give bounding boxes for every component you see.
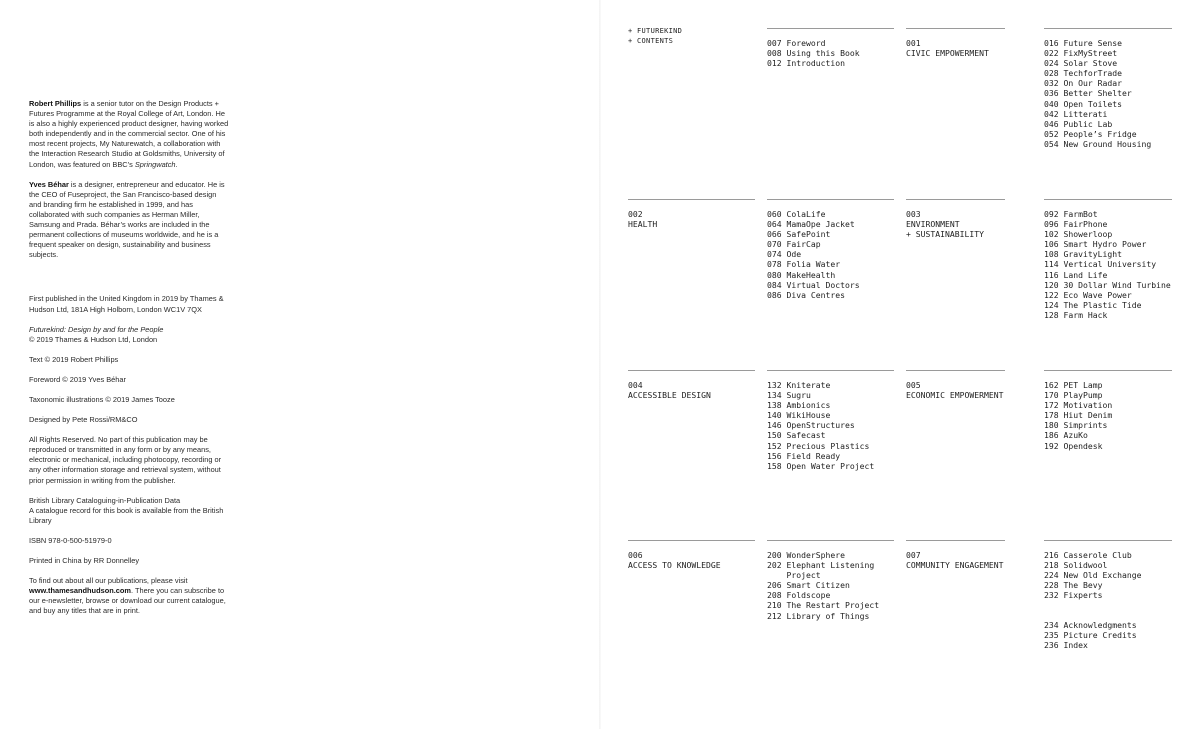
author-bio-behar xyxy=(29,180,229,261)
contents-entry: 236 Index xyxy=(1044,640,1088,651)
designed-by: Designed by Pete Rossi/RM&CO xyxy=(29,415,138,425)
section-entry-list xyxy=(1044,380,1172,451)
section-entries-003 xyxy=(1044,199,1172,320)
contents-entry: 232 Fixperts xyxy=(1044,590,1103,601)
contents-entry: 208 Foldscope xyxy=(767,590,831,601)
section-entry-list xyxy=(767,550,894,621)
contents-entry: 080 MakeHealth xyxy=(767,269,836,280)
publisher-url[interactable]: www.thamesandhudson.com xyxy=(29,586,131,596)
section-entries-005 xyxy=(1044,370,1172,451)
contents-entry: 156 Field Ready xyxy=(767,450,841,461)
section-title xyxy=(906,38,1005,58)
section-title-line: HEALTH xyxy=(628,219,658,230)
front-matter-block xyxy=(767,28,894,68)
contents-entry: 040 Open Toilets xyxy=(1044,98,1122,109)
contents-entry: 060 ColaLife xyxy=(767,209,826,219)
contents-header xyxy=(628,27,682,46)
contents-entry: 102 Showerloop xyxy=(1044,229,1113,240)
section-label-001 xyxy=(906,28,1005,58)
contents-entry: 228 The Bevy xyxy=(1044,580,1103,591)
contents-entry: 158 Open Water Project xyxy=(767,460,875,471)
section-label-002 xyxy=(628,199,755,229)
cip-heading: British Library Cataloguing-in-Publication Data xyxy=(29,495,181,505)
contents-entry: 138 Ambionics xyxy=(767,400,831,411)
first-published: First published in the United Kingdom in 2019 by Thames & Hudson Ltd, 181A High Holborn, London WC1V 7QX xyxy=(29,294,224,314)
section-title-line: ACCESSIBLE DESIGN xyxy=(628,390,711,401)
imprint-text xyxy=(29,99,229,616)
contents-entry: 140 WikiHouse xyxy=(767,410,831,421)
section-title xyxy=(628,209,755,229)
section-label-003 xyxy=(906,199,1005,239)
contents-entry: 235 Picture Credits xyxy=(1044,630,1137,641)
contents-entry: 150 Safecast xyxy=(767,430,826,441)
section-title-line: CIVIC EMPOWERMENT xyxy=(906,48,989,59)
contents-entry: 128 Farm Hack xyxy=(1044,309,1108,320)
contents-entry: Project xyxy=(767,570,821,581)
contents-entry: 152 Precious Plastics xyxy=(767,440,870,451)
contents-entry: 170 PlayPump xyxy=(1044,390,1103,401)
contents-entry: 096 FairPhone xyxy=(1044,219,1108,230)
author-name: Robert Phillips xyxy=(29,99,82,108)
section-entries-001 xyxy=(1044,28,1172,149)
section-number: 004 xyxy=(628,380,643,390)
section-entries-002 xyxy=(767,199,894,300)
section-entry-list xyxy=(1044,209,1172,320)
section-entries-004 xyxy=(767,370,894,471)
text-copyright: Text © 2019 Robert Phillips xyxy=(29,354,119,364)
section-entry-list xyxy=(767,380,894,471)
book-title xyxy=(29,325,229,335)
book-copyright: © 2019 Thames & Hudson Ltd, London xyxy=(29,334,158,344)
section-title xyxy=(628,550,755,570)
bio-show-title: Springwatch xyxy=(134,159,176,169)
contents-entry: 180 Simprints xyxy=(1044,420,1108,431)
section-title xyxy=(906,380,1005,400)
contents-entry: 106 Smart Hydro Power xyxy=(1044,239,1147,250)
bio-text-end: . xyxy=(175,159,178,169)
header-futurekind: + FUTUREKIND xyxy=(628,27,683,35)
publisher-note xyxy=(29,576,229,616)
contents-entry: 234 Acknowledgments xyxy=(1044,620,1137,630)
contents-entry: 012 Introduction xyxy=(767,58,845,69)
illustrations-copyright: Taxonomic illustrations © 2019 James Tooze xyxy=(29,394,175,404)
contents-entry: 116 Land Life xyxy=(1044,269,1108,280)
section-number: 003 xyxy=(906,209,921,219)
back-matter-list xyxy=(1044,620,1174,650)
contents-entry: 032 On Our Radar xyxy=(1044,78,1122,89)
book-title-italic: Futurekind: Design by and for the People xyxy=(29,324,164,334)
contents-entry: 202 Elephant Listening xyxy=(767,560,875,571)
bio-text: is a designer, entrepreneur and educator. He is the CEO of Fuseproject, the San Francisco-based design and branding firm he established in 1999, and has collaborated with such companies as Herman Miller, Samsung and Prada. Béhar’s works are included in the permanent collections of museums worldwide, and he is a frequent speaker on design, sustainability and business subjects. xyxy=(29,179,225,260)
section-label-004 xyxy=(628,370,755,400)
back-matter-block xyxy=(1044,620,1174,650)
contents-entry: 114 Vertical University xyxy=(1044,259,1157,270)
author-name: Yves Béhar xyxy=(29,179,69,189)
contents-entry: 134 Sugru xyxy=(767,390,811,401)
contents-entry: 186 AzuKo xyxy=(1044,430,1088,441)
contents-entry: 016 Future Sense xyxy=(1044,38,1122,48)
contents-entry: 210 The Restart Project xyxy=(767,600,880,611)
contents-entry: 172 Motivation xyxy=(1044,400,1113,411)
foreword-copyright: Foreword © 2019 Yves Béhar xyxy=(29,374,126,384)
contents-entry: 086 Diva Centres xyxy=(767,289,845,300)
section-entries-007 xyxy=(1044,540,1172,600)
section-label-007 xyxy=(906,540,1005,570)
section-number: 006 xyxy=(628,550,643,560)
section-title-line: ACCESS TO KNOWLEDGE xyxy=(628,560,721,571)
section-title xyxy=(906,550,1005,570)
contents-entry: 206 Smart Citizen xyxy=(767,580,850,591)
section-number: 007 xyxy=(906,550,921,560)
section-title xyxy=(906,209,1005,239)
contents-entry: 212 Library of Things xyxy=(767,610,870,621)
contents-entry: 162 PET Lamp xyxy=(1044,380,1103,390)
contents-entry: 200 WonderSphere xyxy=(767,550,845,560)
section-title-line: ENVIRONMENT xyxy=(906,219,960,230)
contents-entry: 224 New Old Exchange xyxy=(1044,570,1142,581)
section-entry-list xyxy=(1044,38,1172,149)
front-matter-list xyxy=(767,38,894,68)
section-title-line: ECONOMIC EMPOWERMENT xyxy=(906,390,1004,401)
contents-entry: 092 FarmBot xyxy=(1044,209,1098,219)
section-number: 002 xyxy=(628,209,643,219)
contents-entry: 122 Eco Wave Power xyxy=(1044,289,1132,300)
contents-entry: 042 Litterati xyxy=(1044,108,1108,119)
contents-entry: 052 People’s Fridge xyxy=(1044,128,1137,139)
contents-entry: 070 FairCap xyxy=(767,239,821,250)
section-number: 005 xyxy=(906,380,921,390)
contents-entry: 078 Folia Water xyxy=(767,259,841,270)
contents-entry: 074 Ode xyxy=(767,249,802,260)
section-title-line: + SUSTAINABILITY xyxy=(906,229,984,240)
contents-entry: 008 Using this Book xyxy=(767,48,860,59)
bio-text: is a senior tutor on the Design Products + Futures Programme at the Royal College of Art, London. He is also a highly experienced product designer, having worked both independently and in the commercial sector. One of his most recent projects, My Naturewatch, a collaboration with the Interaction Research Studio at Goldsmiths, University of London, was featured on BBC’s xyxy=(29,99,229,169)
contents-entry: 192 Opendesk xyxy=(1044,440,1103,451)
contents-entry: 046 Public Lab xyxy=(1044,118,1113,129)
contents-entry: 024 Solar Stove xyxy=(1044,58,1118,69)
section-entry-list xyxy=(1044,550,1172,600)
publisher-note-end: . There you can subscribe to our e-newsletter, browse or download our current catalogue, and buy any titles that are in print. xyxy=(29,586,226,616)
isbn: ISBN 978-0-500-51979-0 xyxy=(29,535,112,545)
contents-entry: 054 New Ground Housing xyxy=(1044,138,1152,149)
author-bio-phillips xyxy=(29,99,229,170)
section-entries-006 xyxy=(767,540,894,621)
header-contents: + CONTENTS xyxy=(628,36,674,45)
section-label-006 xyxy=(628,540,755,570)
section-entry-list xyxy=(767,209,894,300)
contents-entry: 064 MamaOpe Jacket xyxy=(767,219,855,230)
contents-entry: 216 Casserole Club xyxy=(1044,550,1132,560)
contents-entry: 028 TechforTrade xyxy=(1044,68,1122,79)
contents-entry: 108 GravityLight xyxy=(1044,249,1122,260)
printed-in: Printed in China by RR Donnelley xyxy=(29,556,140,565)
contents-entry: 124 The Plastic Tide xyxy=(1044,299,1142,310)
contents-entry: 218 Solidwool xyxy=(1044,560,1108,571)
contents-entry: 146 OpenStructures xyxy=(767,420,855,431)
section-label-005 xyxy=(906,370,1005,400)
contents-entry: 120 30 Dollar Wind Turbine xyxy=(1044,279,1171,290)
section-number: 001 xyxy=(906,38,921,48)
contents-entry: 036 Better Shelter xyxy=(1044,88,1132,99)
contents-page xyxy=(600,0,1200,729)
section-title-line: COMMUNITY ENGAGEMENT xyxy=(906,560,1004,571)
section-title xyxy=(628,380,755,400)
contents-entry: 066 SafePoint xyxy=(767,229,831,240)
rights-statement: All Rights Reserved. No part of this publication may be reproduced or transmitted in any form or by any means, electronic or mechanical, including photocopy, recording or any other information storage and retrieval system, without prior permission in writing from the publisher. xyxy=(29,435,222,485)
contents-entry: 084 Virtual Doctors xyxy=(767,279,860,290)
publisher-note-text: To find out about all our publications, please visit xyxy=(29,576,188,586)
contents-entry: 178 Hiut Denim xyxy=(1044,410,1113,421)
contents-entry: 007 Foreword xyxy=(767,38,826,48)
contents-entry: 022 FixMyStreet xyxy=(1044,48,1118,59)
cip-record: A catalogue record for this book is available from the British Library xyxy=(29,505,224,525)
contents-entry: 132 Kniterate xyxy=(767,380,831,390)
